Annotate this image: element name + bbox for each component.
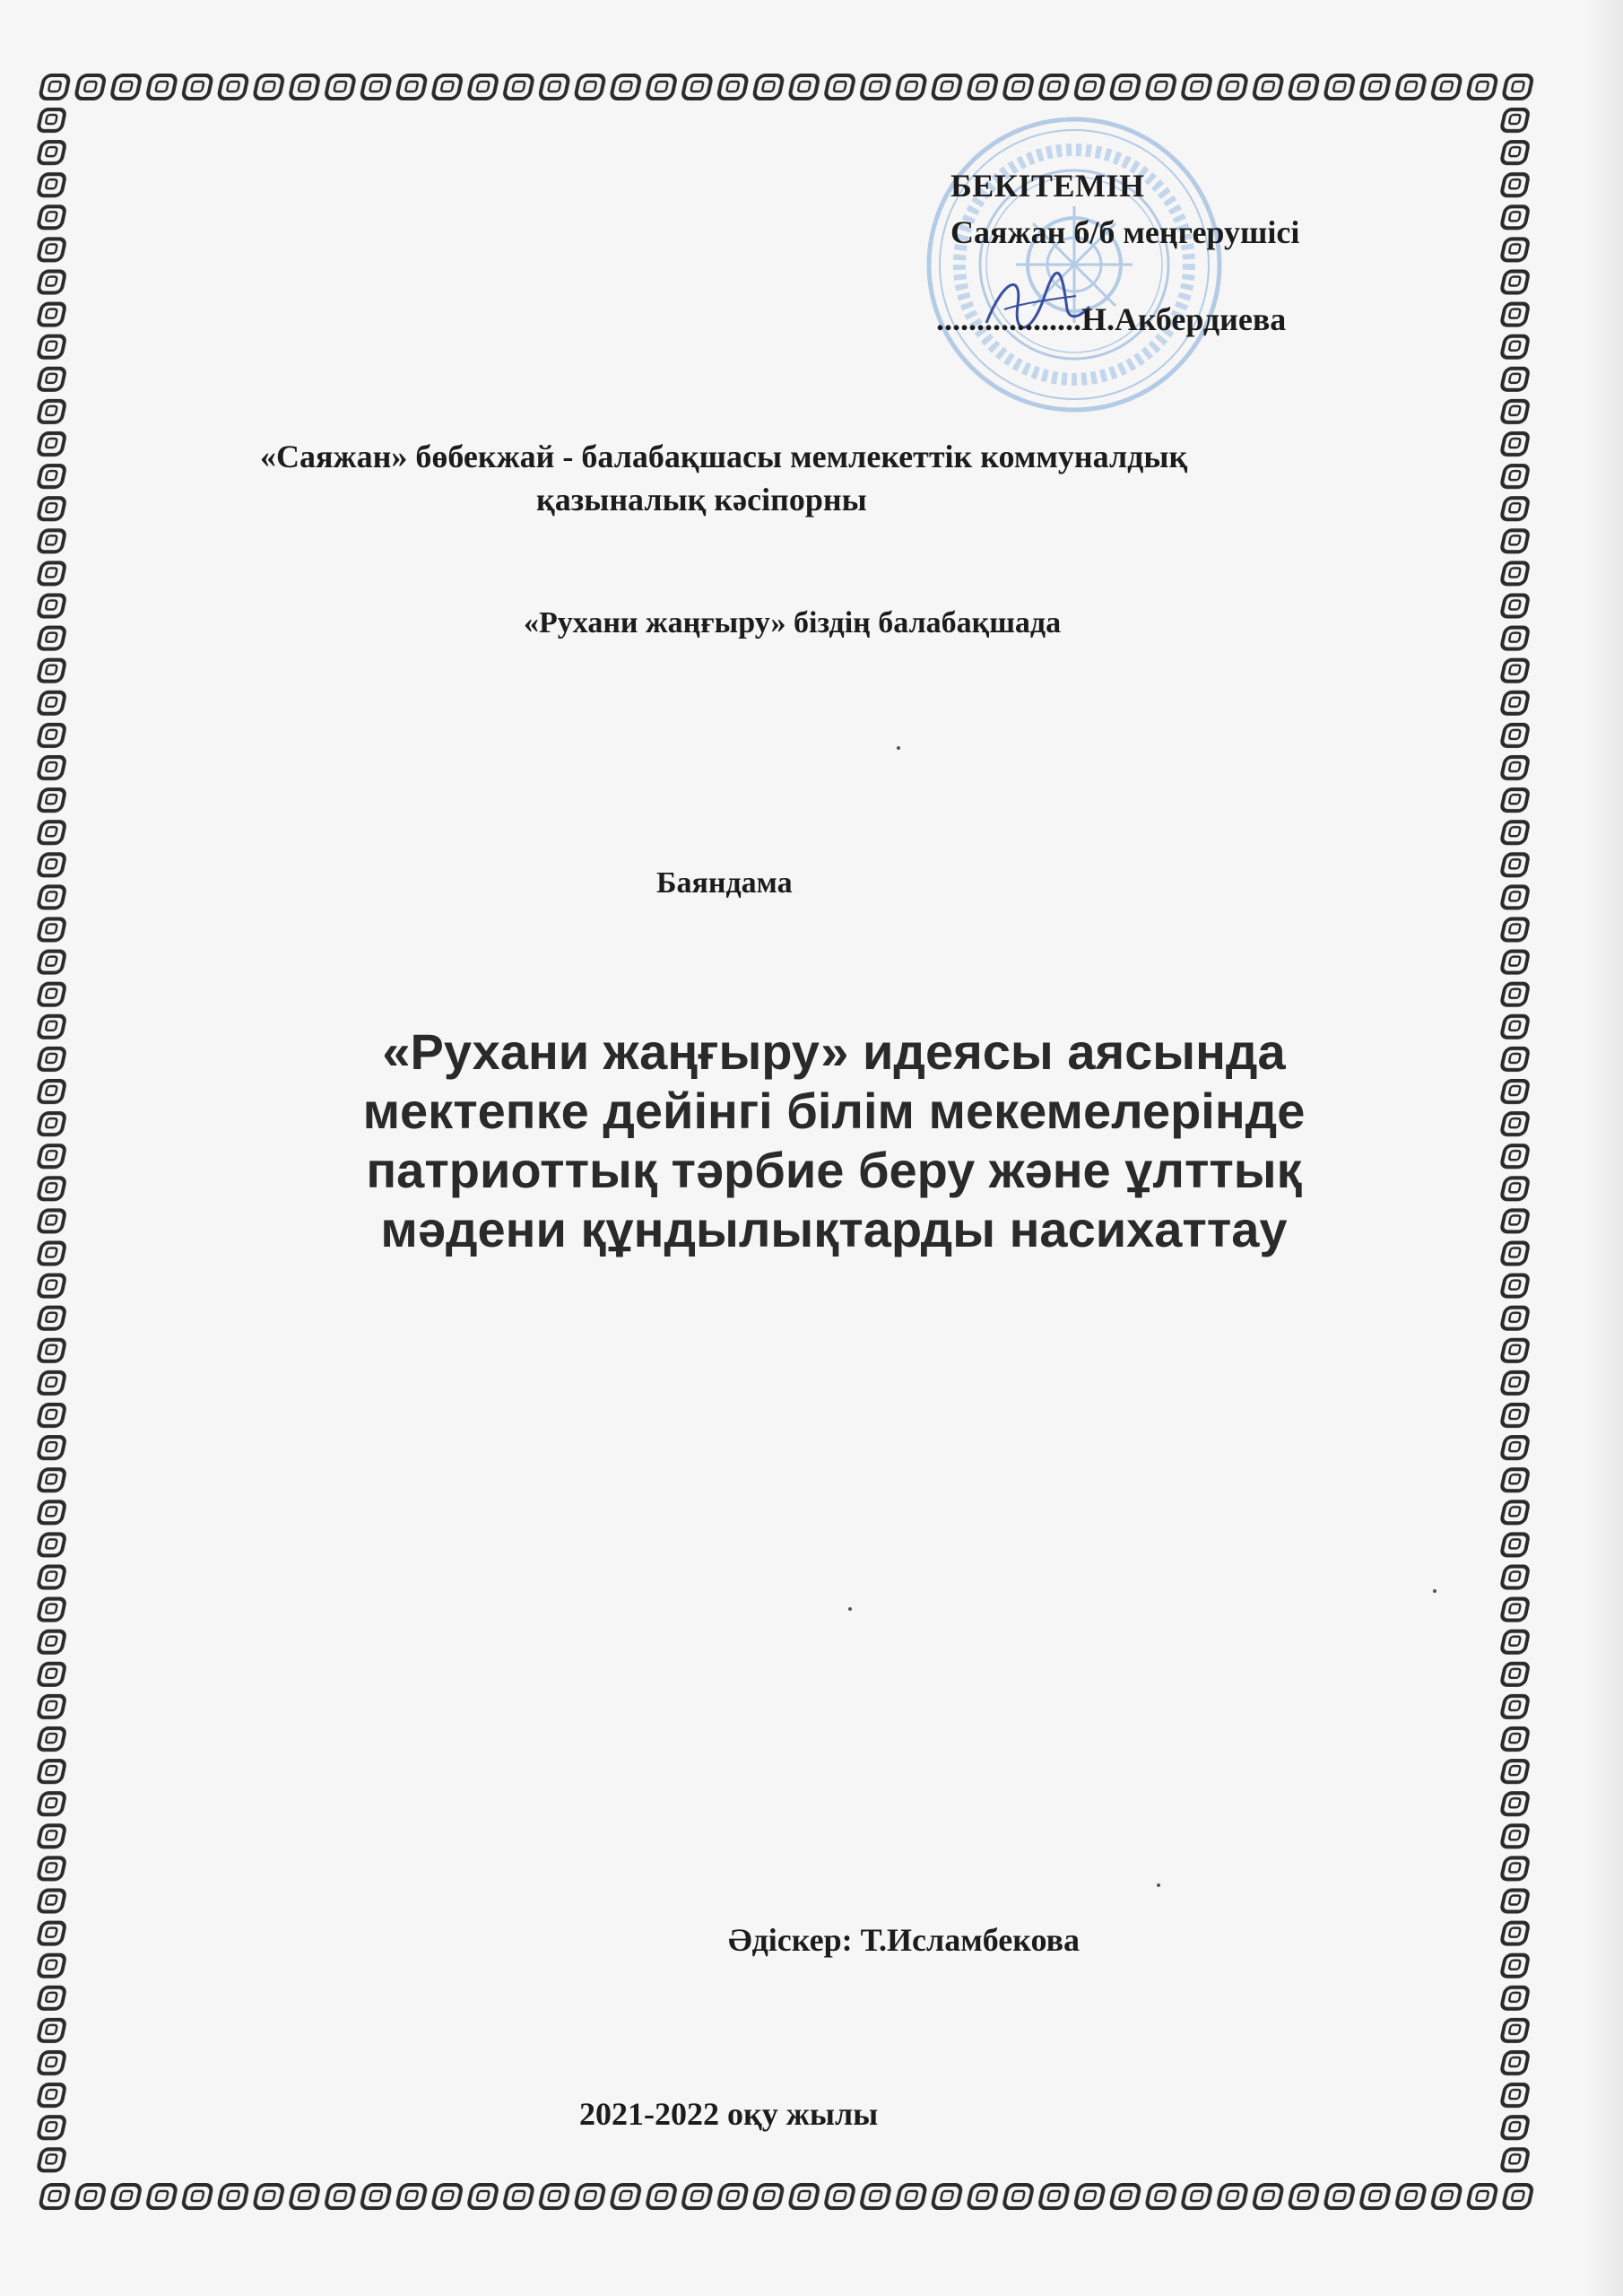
main-title-line3: патриоттық тәрбие беру және ұлттық <box>366 1142 1302 1198</box>
organization-name-line2: қазыналық кәсіпорны <box>536 482 867 517</box>
ornament-border-bottom <box>36 2179 1535 2215</box>
official-seal-icon <box>913 108 1236 422</box>
academic-year: 2021-2022 оқу жылы <box>579 2096 879 2132</box>
document-type: Баяндама <box>656 866 793 900</box>
main-title-line4: мәдени құндылықтарды насихаттау <box>380 1201 1288 1257</box>
scan-speck <box>1157 1883 1160 1887</box>
scan-speck <box>848 1607 852 1611</box>
ornament-border-top <box>36 70 1535 106</box>
approval-title: БЕКІТЕМІН <box>950 168 1145 204</box>
approval-role: Саяжан б/б меңгерушісі <box>950 214 1300 250</box>
main-title <box>224 1022 1444 1259</box>
scan-speck <box>1433 1589 1436 1593</box>
organization-name-line1: «Саяжан» бөбекжай - балабақшасы мемлекеттік коммуналдық <box>260 439 1188 474</box>
scan-speck <box>897 746 900 750</box>
author: Әдіскер: Т.Исламбекова <box>728 1922 1081 1958</box>
main-title-line1: «Рухани жаңғыру» идеясы аясында <box>382 1023 1286 1080</box>
main-title-line2: мектепке дейінгі білім мекемелерінде <box>362 1083 1306 1139</box>
document-subtitle: «Рухани жаңғыру» біздің балабақшада <box>524 606 1062 639</box>
page-edge-shadow <box>1587 0 1623 2296</box>
ornament-border-right <box>1496 106 1532 2179</box>
approval-signature-line: ..................Н.Акбердиева <box>936 301 1287 337</box>
ornament-border-left <box>32 106 68 2179</box>
